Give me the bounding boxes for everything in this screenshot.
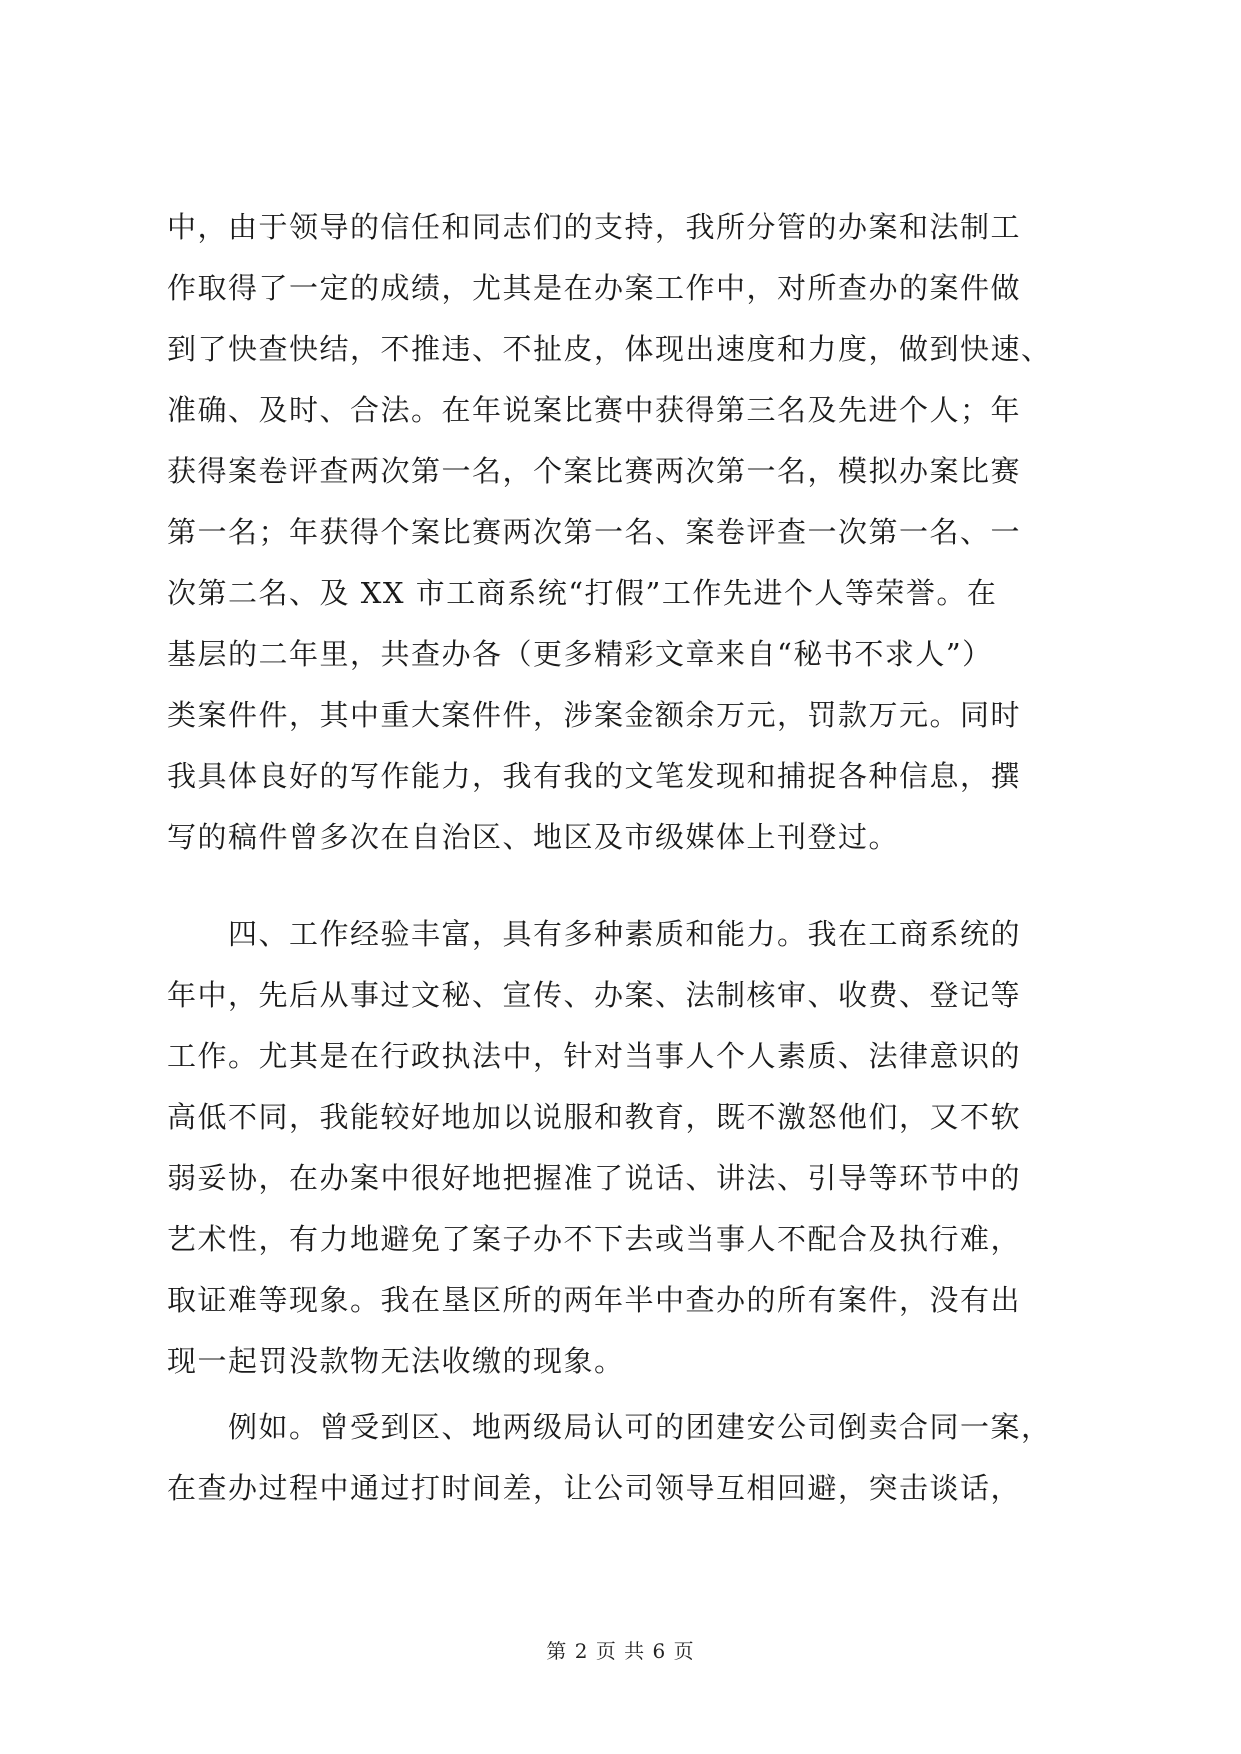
paragraph-example [167, 1397, 1083, 1519]
text-line: 我具体良好的写作能力，我有我的文笔发现和捕捉各种信息，撰 [167, 759, 1022, 793]
text-line: 例如。曾受到区、地两级局认可的团建安公司倒卖合同一案， [167, 1410, 1052, 1444]
text-line: 获得案卷评查两次第一名，个案比赛两次第一名，模拟办案比赛 [167, 454, 1022, 488]
text-line: 现一起罚没款物无法收缴的现象。 [167, 1344, 625, 1378]
text-line: 类案件件，其中重大案件件，涉案金额余万元，罚款万元。同时 [167, 698, 1022, 732]
text-line: 基层的二年里，共查办各（更多精彩文章来自“秘书不求人”） [167, 637, 993, 671]
text-line: 到了快查快结，不推违、不扯皮，体现出速度和力度，做到快速、 [167, 332, 1052, 366]
text-line: 第一名；年获得个案比赛两次第一名、案卷评查一次第一名、一 [167, 515, 1022, 549]
text-line: 写的稿件曾多次在自治区、地区及市级媒体上刊登过。 [167, 820, 900, 854]
paragraph-continuation [167, 197, 1083, 868]
text-line: 弱妥协，在办案中很好地把握准了说话、讲法、引导等环节中的 [167, 1161, 1022, 1195]
text-line: 年中，先后从事过文秘、宣传、办案、法制核审、收费、登记等 [167, 978, 1022, 1012]
text-line: 作取得了一定的成绩，尤其是在办案工作中，对所查办的案件做 [167, 271, 1022, 305]
page-number-footer: 第 2 页 共 6 页 [546, 1639, 695, 1663]
text-line: 四、工作经验丰富，具有多种素质和能力。我在工商系统的 [167, 917, 1022, 951]
text-line: 次第二名、及 XX 市工商系统“打假”工作先进个人等荣誉。在 [167, 576, 998, 610]
text-line: 准确、及时、合法。在年说案比赛中获得第三名及先进个人；年 [167, 393, 1022, 427]
text-line: 取证难等现象。我在垦区所的两年半中查办的所有案件，没有出 [167, 1283, 1022, 1317]
paragraph-section-four [167, 904, 1083, 1392]
text-line: 艺术性，有力地避免了案子办不下去或当事人不配合及执行难， [167, 1222, 1022, 1256]
text-line: 在查办过程中通过打时间差，让公司领导互相回避，突击谈话， [167, 1471, 1022, 1505]
text-line: 高低不同，我能较好地加以说服和教育，既不激怒他们，又不软 [167, 1100, 1022, 1134]
text-line: 工作。尤其是在行政执法中，针对当事人个人素质、法律意识的 [167, 1039, 1022, 1073]
text-line: 中，由于领导的信任和同志们的支持，我所分管的办案和法制工 [167, 210, 1022, 244]
